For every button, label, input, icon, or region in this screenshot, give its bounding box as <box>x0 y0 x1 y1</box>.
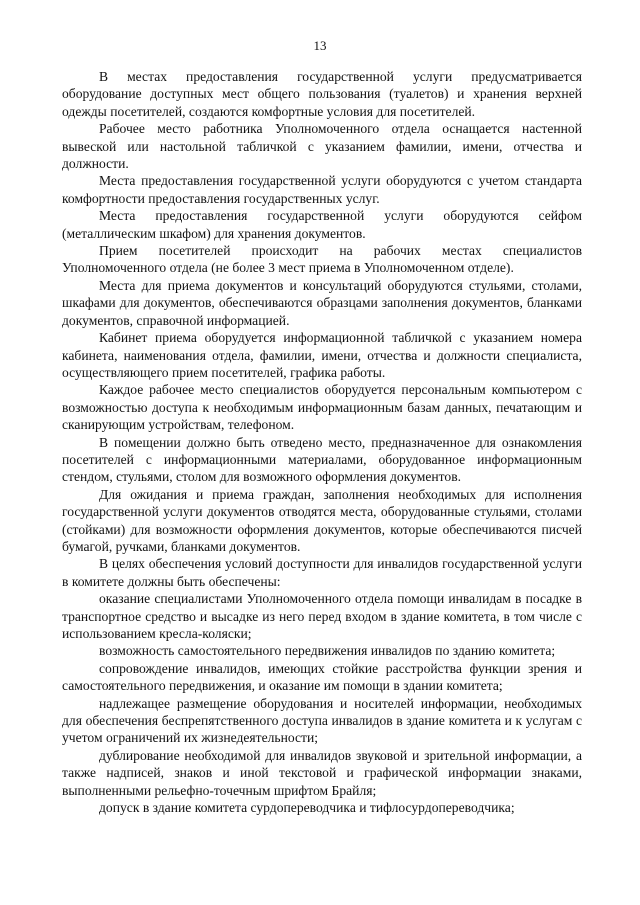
paragraph: Кабинет приема оборудуется информационной табличкой с указанием номера кабинета, наименования отдела, фамилии, имени, отчества и должности специалиста, осуществляющего прием посетителей, графика работы. <box>62 330 582 380</box>
list-item: дублирование необходимой для инвалидов звуковой и зрительной информации, а также надписей, знаков и иной текстовой и графической информации знаками, выполненными рельефно-точечным шрифтом Брайля; <box>62 747 582 798</box>
paragraph: В помещении должно быть отведено место, предназначенное для ознакомления посетителей с информационными материалами, оборудованное информационным стендом, стульями, столом для возможного оформления документов. <box>62 434 582 485</box>
document-body <box>62 68 582 816</box>
list-item: сопровождение инвалидов, имеющих стойкие расстройства функции зрения и самостоятельного передвижения, и оказание им помощи в здании комитета; <box>62 660 582 694</box>
paragraph: Рабочее место работника Уполномоченного отдела оснащается настенной вывеской или настольной табличкой с указанием фамилии, имени, отчества и должности. <box>62 121 582 172</box>
paragraph: Каждое рабочее место специалистов оборудуется персональным компьютером с возможностью доступа к необходимым информационным базам данных, печатающим и сканирующим устройствам, телефоном. <box>62 382 582 433</box>
page-number: 13 <box>313 38 327 53</box>
list-item: надлежащее размещение оборудования и носителей информации, необходимых для обеспечения беспрепятственного доступа инвалидов в здание комитета и к услугам с учетом ограничений их жизнедеятельности; <box>62 695 582 746</box>
paragraph: Места для приема документов и консультаций оборудуются стульями, столами, шкафами для документов, обеспечиваются образцами заполнения документов, бланками документов, справочной информацией. <box>62 277 582 328</box>
list-item: допуск в здание комитета сурдопереводчика и тифлосурдопереводчика; <box>99 800 515 816</box>
paragraph: Места предоставления государственной услуги оборудуются с учетом стандарта комфортности предоставления государственных услуг. <box>62 173 582 206</box>
list-item: возможность самостоятельного передвижения инвалидов по зданию комитета; <box>99 643 556 659</box>
paragraph: В целях обеспечения условий доступности для инвалидов государственной услуги в комитете должны быть обеспечены: <box>62 556 582 589</box>
list-item: оказание специалистами Уполномоченного отдела помощи инвалидам в посадке в транспортное средство и высадке из него перед входом в здание комитета, в том числе с использованием кресла-коляски; <box>62 591 582 641</box>
paragraph: Места предоставления государственной услуги оборудуются сейфом (металлическим шкафом) для хранения документов. <box>62 208 582 241</box>
paragraph: Для ожидания и приема граждан, заполнения необходимых для исполнения государственной услуги документов отводятся места, оборудованные стульями, столами (стойками) для возможности оформления документов, которые обеспечиваются писчей бумагой, ручками, бланками документов. <box>62 486 582 554</box>
paragraph: Прием посетителей происходит на рабочих местах специалистов Уполномоченного отдела (не более 3 мест приема в Уполномоченном отделе). <box>62 243 582 276</box>
paragraph: В местах предоставления государственной услуги предусматривается оборудование доступных мест общего пользования (туалетов) и хранения верхней одежды посетителей, создаются комфортные условия для посетителей. <box>62 69 582 119</box>
